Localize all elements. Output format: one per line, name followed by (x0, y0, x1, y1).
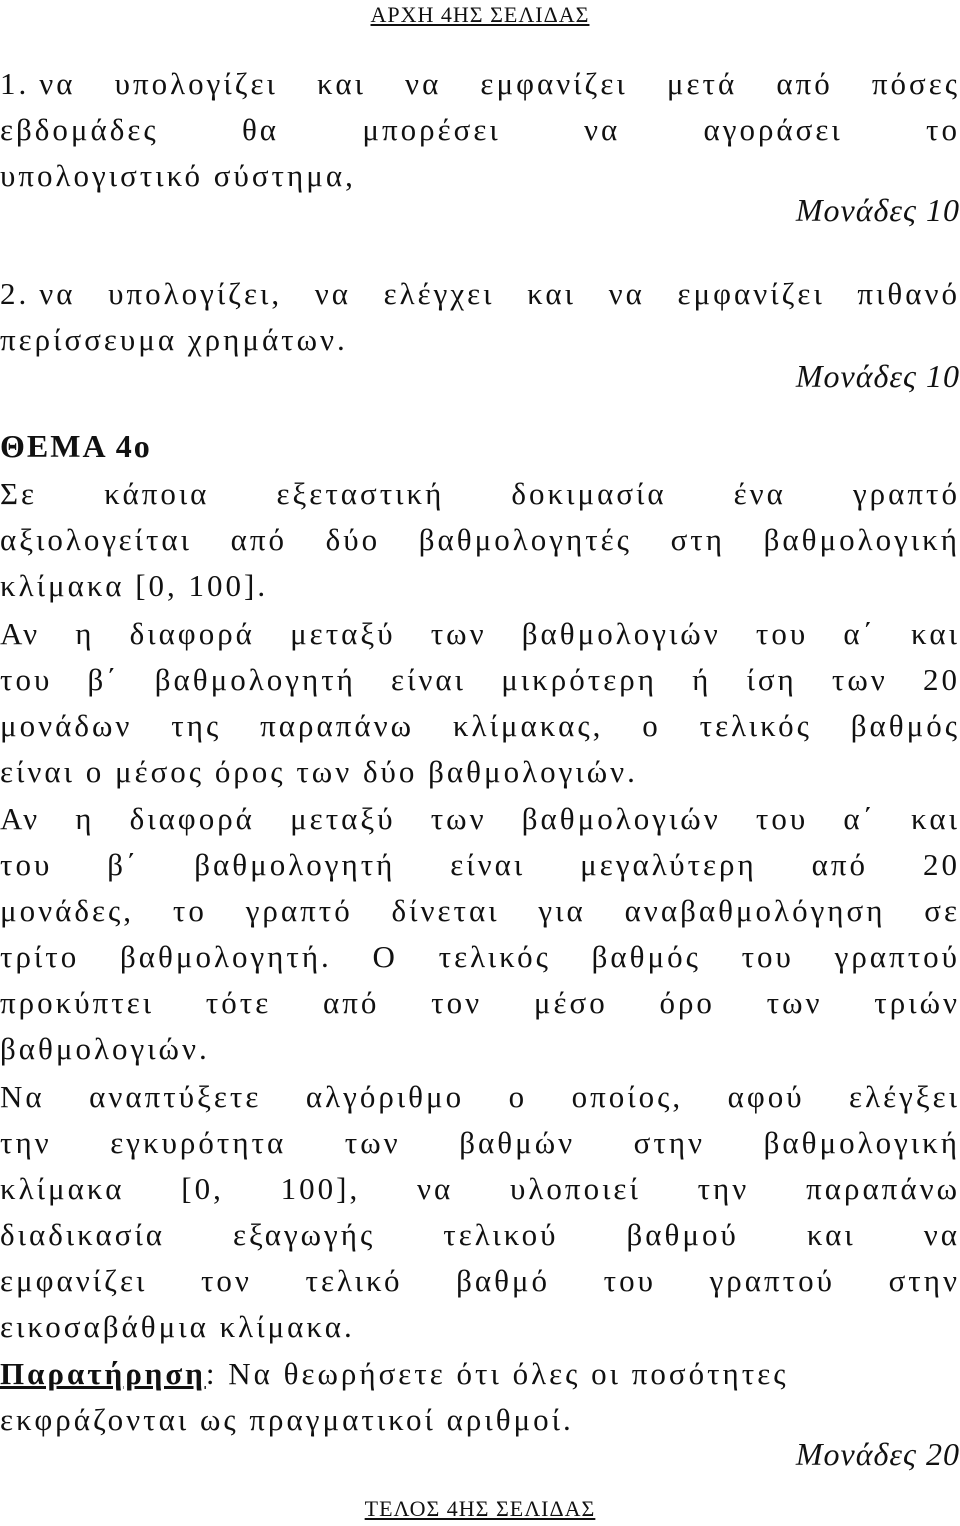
p3-line-6: βαθμολογιών. (0, 1031, 210, 1066)
p3-line-2: του β΄ βαθμολογητή είναι μεγαλύτερη από 20 (0, 847, 960, 882)
p3-line-1: Αν η διαφορά μεταξύ των βαθμολογιών του α΄ και (0, 801, 960, 836)
p4-line-6: εικοσαβάθμια κλίμακα. (0, 1309, 355, 1344)
item-1-line-3: υπολογιστικό σύστημα, (0, 158, 356, 193)
note-line-2: εκφράζονται ως πραγματικοί αριθμοί. (0, 1402, 574, 1437)
p3-line-5: προκύπτει τότε από τον μέσο όρο των τριών (0, 985, 960, 1020)
page-header: ΑΡΧΗ 4ΗΣ ΣΕΛΙΔΑΣ (370, 2, 590, 27)
note-label: Παρατήρηση (0, 1356, 206, 1391)
p4-line-1: Να αναπτύξετε αλγόριθμο ο οποίος, αφού ελέγξει (0, 1079, 960, 1114)
p4-line-3: κλίμακα [0, 100], να υλοποιεί την παραπάνω (0, 1171, 960, 1206)
p2-line-4: είναι ο μέσος όρος των δύο βαθμολογιών. (0, 754, 638, 789)
item-1-text-1: να υπολογίζει και να εμφανίζει μετά από πόσες (39, 66, 960, 101)
item-1-line-2: εβδομάδες θα μπορέσει να αγοράσει το (0, 112, 960, 147)
p4-line-4: διαδικασία εξαγωγής τελικού βαθμού και να (0, 1217, 960, 1252)
note-line-1 (0, 1352, 960, 1396)
item-2-text-1: να υπολογίζει, να ελέγχει και να εμφανίζει πιθανό (39, 276, 960, 311)
item-1-line-1 (0, 62, 960, 106)
topic-title: ΘΕΜΑ 4ο (0, 428, 152, 464)
p3-line-4: τρίτο βαθμολογητή. Ο τελικός βαθμός του γραπτού (0, 939, 960, 974)
item-1-number: 1. (0, 66, 30, 101)
p4-line-2: την εγκυρότητα των βαθμών στην βαθμολογική (0, 1125, 960, 1160)
note-text-1: Να θεωρήσετε ότι όλες οι ποσότητες (217, 1356, 789, 1391)
item-2-line-2: περίσσευμα χρημάτων. (0, 322, 348, 357)
item-2-marks: Μονάδες 10 (795, 358, 960, 394)
p4-line-5: εμφανίζει τον τελικό βαθμό του γραπτού στην (0, 1263, 960, 1298)
topic-marks: Μονάδες 20 (795, 1436, 960, 1472)
p1-line-1: Σε κάποια εξεταστική δοκιμασία ένα γραπτό (0, 476, 960, 511)
item-1-marks: Μονάδες 10 (795, 192, 960, 228)
note-colon: : (205, 1356, 218, 1391)
p2-line-1: Αν η διαφορά μεταξύ των βαθμολογιών του α΄ και (0, 616, 960, 651)
page-footer: ΤΕΛΟΣ 4ΗΣ ΣΕΛΙΔΑΣ (364, 1496, 596, 1521)
p1-line-2: αξιολογείται από δύο βαθμολογητές στη βαθμολογική (0, 522, 960, 557)
p1-line-3: κλίμακα [0, 100]. (0, 568, 269, 603)
p3-line-3: μονάδες, το γραπτό δίνεται για αναβαθμολόγηση σε (0, 893, 960, 928)
item-2-line-1 (0, 272, 960, 316)
p2-line-2: του β΄ βαθμολογητή είναι μικρότερη ή ίση των 20 (0, 662, 960, 697)
item-2-number: 2. (0, 276, 30, 311)
p2-line-3: μονάδων της παραπάνω κλίμακας, ο τελικός βαθμός (0, 708, 960, 743)
